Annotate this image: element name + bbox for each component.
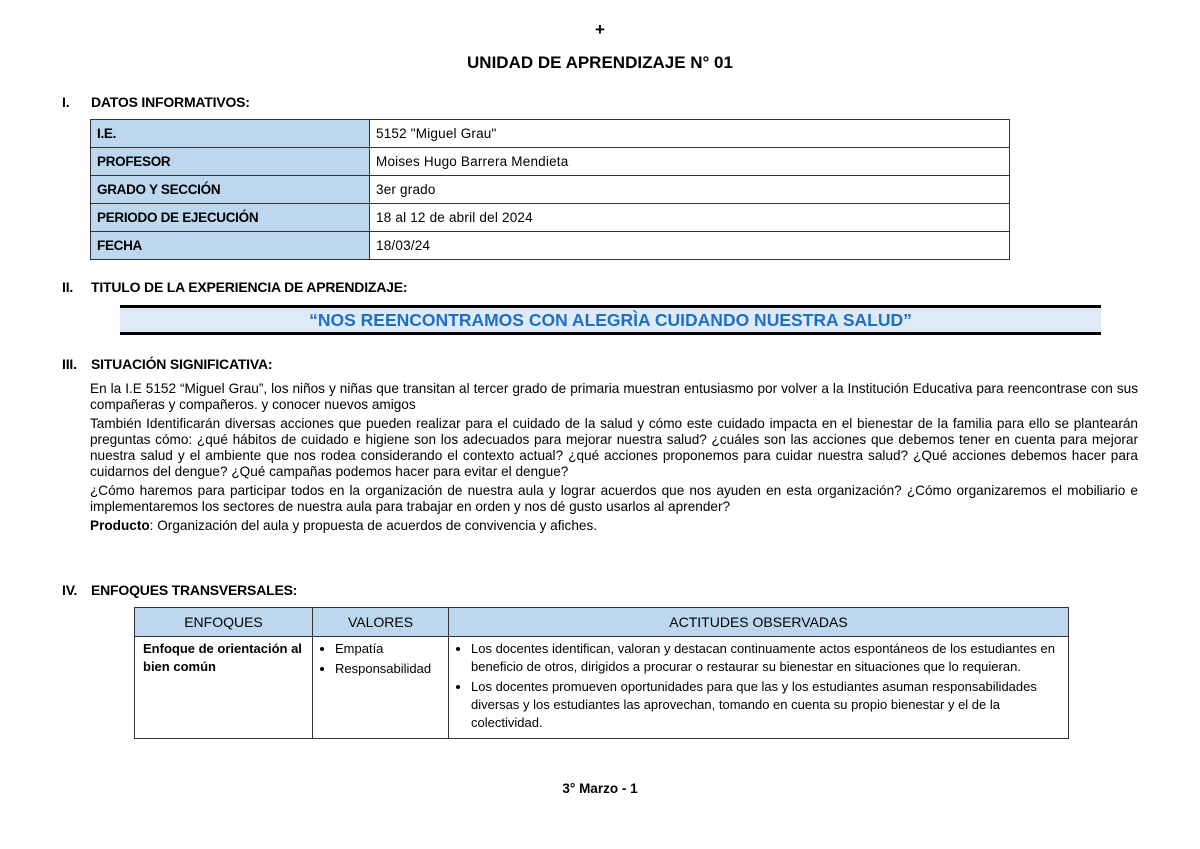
product-line bbox=[90, 518, 1138, 534]
info-table bbox=[90, 119, 1010, 260]
situation-paragraph: En la I.E 5152 “Miguel Grau”, los niños y niñas que transitan al tercer grado de primaria muestran entusiasmo por volver a la Institución Educativa para reencontrase con sus compañeras y compañeros. y conocer nuevos amigos bbox=[90, 381, 1138, 412]
enfoques-table bbox=[134, 607, 1069, 739]
actitudes-list bbox=[457, 640, 1062, 732]
table-row bbox=[91, 232, 1010, 260]
valores-list bbox=[321, 640, 442, 678]
plus-sign: + bbox=[595, 20, 605, 39]
section-heading-datos bbox=[62, 94, 250, 110]
section-heading-enfoques bbox=[62, 582, 297, 598]
situation-paragraph: También Identificarán diversas acciones que pueden realizar para el cuidado de la salud y cómo este cuidado impacta en el bienestar de la familia para ello se plantearán preguntas cómo: ¿qué hábitos de cuidado e higiene son los adecuados para mejorar nuestra salud? ¿cuáles son las acciones que debemos tener en cuenta para mejorar nuestra salud y el ambiente que nos rodea considerando el contexto actual? ¿qué acciones proponemos para cuidar nuestra salud? ¿Qué acciones debemos hacer para cuidarnos del dengue? ¿Qué campañas podemos hacer para evitar el dengue? bbox=[90, 416, 1138, 479]
list-item: • Empatía bbox=[335, 640, 442, 658]
actitudes-cell bbox=[449, 637, 1069, 739]
column-header-valores: VALORES bbox=[313, 608, 449, 637]
section-number: III. bbox=[62, 356, 77, 372]
info-label: PERIODO DE EJECUCIÓN bbox=[91, 204, 370, 232]
enfoque-cell: Enfoque de orientación al bien común bbox=[135, 637, 313, 739]
column-header-enfoques: ENFOQUES bbox=[135, 608, 313, 637]
table-row bbox=[91, 148, 1010, 176]
info-value: 18 al 12 de abril del 2024 bbox=[370, 204, 1010, 232]
situation-paragraph: ¿Cómo haremos para participar todos en la organización de nuestra aula y lograr acuerdos que nos ayuden en esta organización? ¿Cómo organizaremos el mobiliario e implementaremos los sectores de nuestra aula para trabajar en orden y nos dé gusto usarlos al aprender? bbox=[90, 483, 1138, 514]
info-value: 3er grado bbox=[370, 176, 1010, 204]
list-item: • Los docentes identifican, valoran y destacan continuamente actos espontáneos de los estudiantes en beneficio de otros, dirigidos a procurar o restaurar su bienestar en situaciones que lo requieran. bbox=[471, 640, 1062, 676]
section-title: DATOS INFORMATIVOS: bbox=[91, 94, 250, 110]
info-label: GRADO Y SECCIÓN bbox=[91, 176, 370, 204]
section-number: IV. bbox=[62, 582, 78, 598]
list-item: • Los docentes promueven oportunidades para que las y los estudiantes asuman responsabilidades diversas y los estudiantes las aprovechan, tomando en cuenta su propio bienestar y el de la colectividad. bbox=[471, 678, 1062, 732]
section-number: II. bbox=[62, 279, 74, 295]
info-label: PROFESOR bbox=[91, 148, 370, 176]
info-value: 5152 "Miguel Grau" bbox=[370, 120, 1010, 148]
info-value: Moises Hugo Barrera Mendieta bbox=[370, 148, 1010, 176]
column-header-actitudes: ACTITUDES OBSERVADAS bbox=[449, 608, 1069, 637]
table-header-row bbox=[135, 608, 1069, 637]
table-row bbox=[91, 176, 1010, 204]
info-value: 18/03/24 bbox=[370, 232, 1010, 260]
section-number: I. bbox=[62, 94, 70, 110]
list-item: • Responsabilidad bbox=[335, 660, 442, 678]
product-label: Producto bbox=[90, 518, 150, 533]
table-row bbox=[135, 637, 1069, 739]
situation-text bbox=[90, 381, 1138, 537]
table-row bbox=[91, 204, 1010, 232]
valores-cell bbox=[313, 637, 449, 739]
section-title: ENFOQUES TRANSVERSALES: bbox=[91, 582, 298, 598]
table-row bbox=[91, 120, 1010, 148]
section-heading-situacion bbox=[62, 356, 272, 372]
info-label: I.E. bbox=[91, 120, 370, 148]
page-footer: 3° Marzo - 1 bbox=[562, 781, 638, 796]
section-title: TITULO DE LA EXPERIENCIA DE APRENDIZAJE: bbox=[91, 279, 408, 295]
document-title: UNIDAD DE APRENDIZAJE N° 01 bbox=[467, 53, 733, 72]
info-label: FECHA bbox=[91, 232, 370, 260]
product-text: : Organización del aula y propuesta de acuerdos de convivencia y afiches. bbox=[149, 518, 598, 533]
experience-title-banner: “NOS REENCONTRAMOS CON ALEGRÌA CUIDANDO NUESTRA SALUD” bbox=[120, 305, 1101, 335]
section-heading-titulo bbox=[62, 279, 407, 295]
section-title: SITUACIÓN SIGNIFICATIVA: bbox=[91, 356, 273, 372]
